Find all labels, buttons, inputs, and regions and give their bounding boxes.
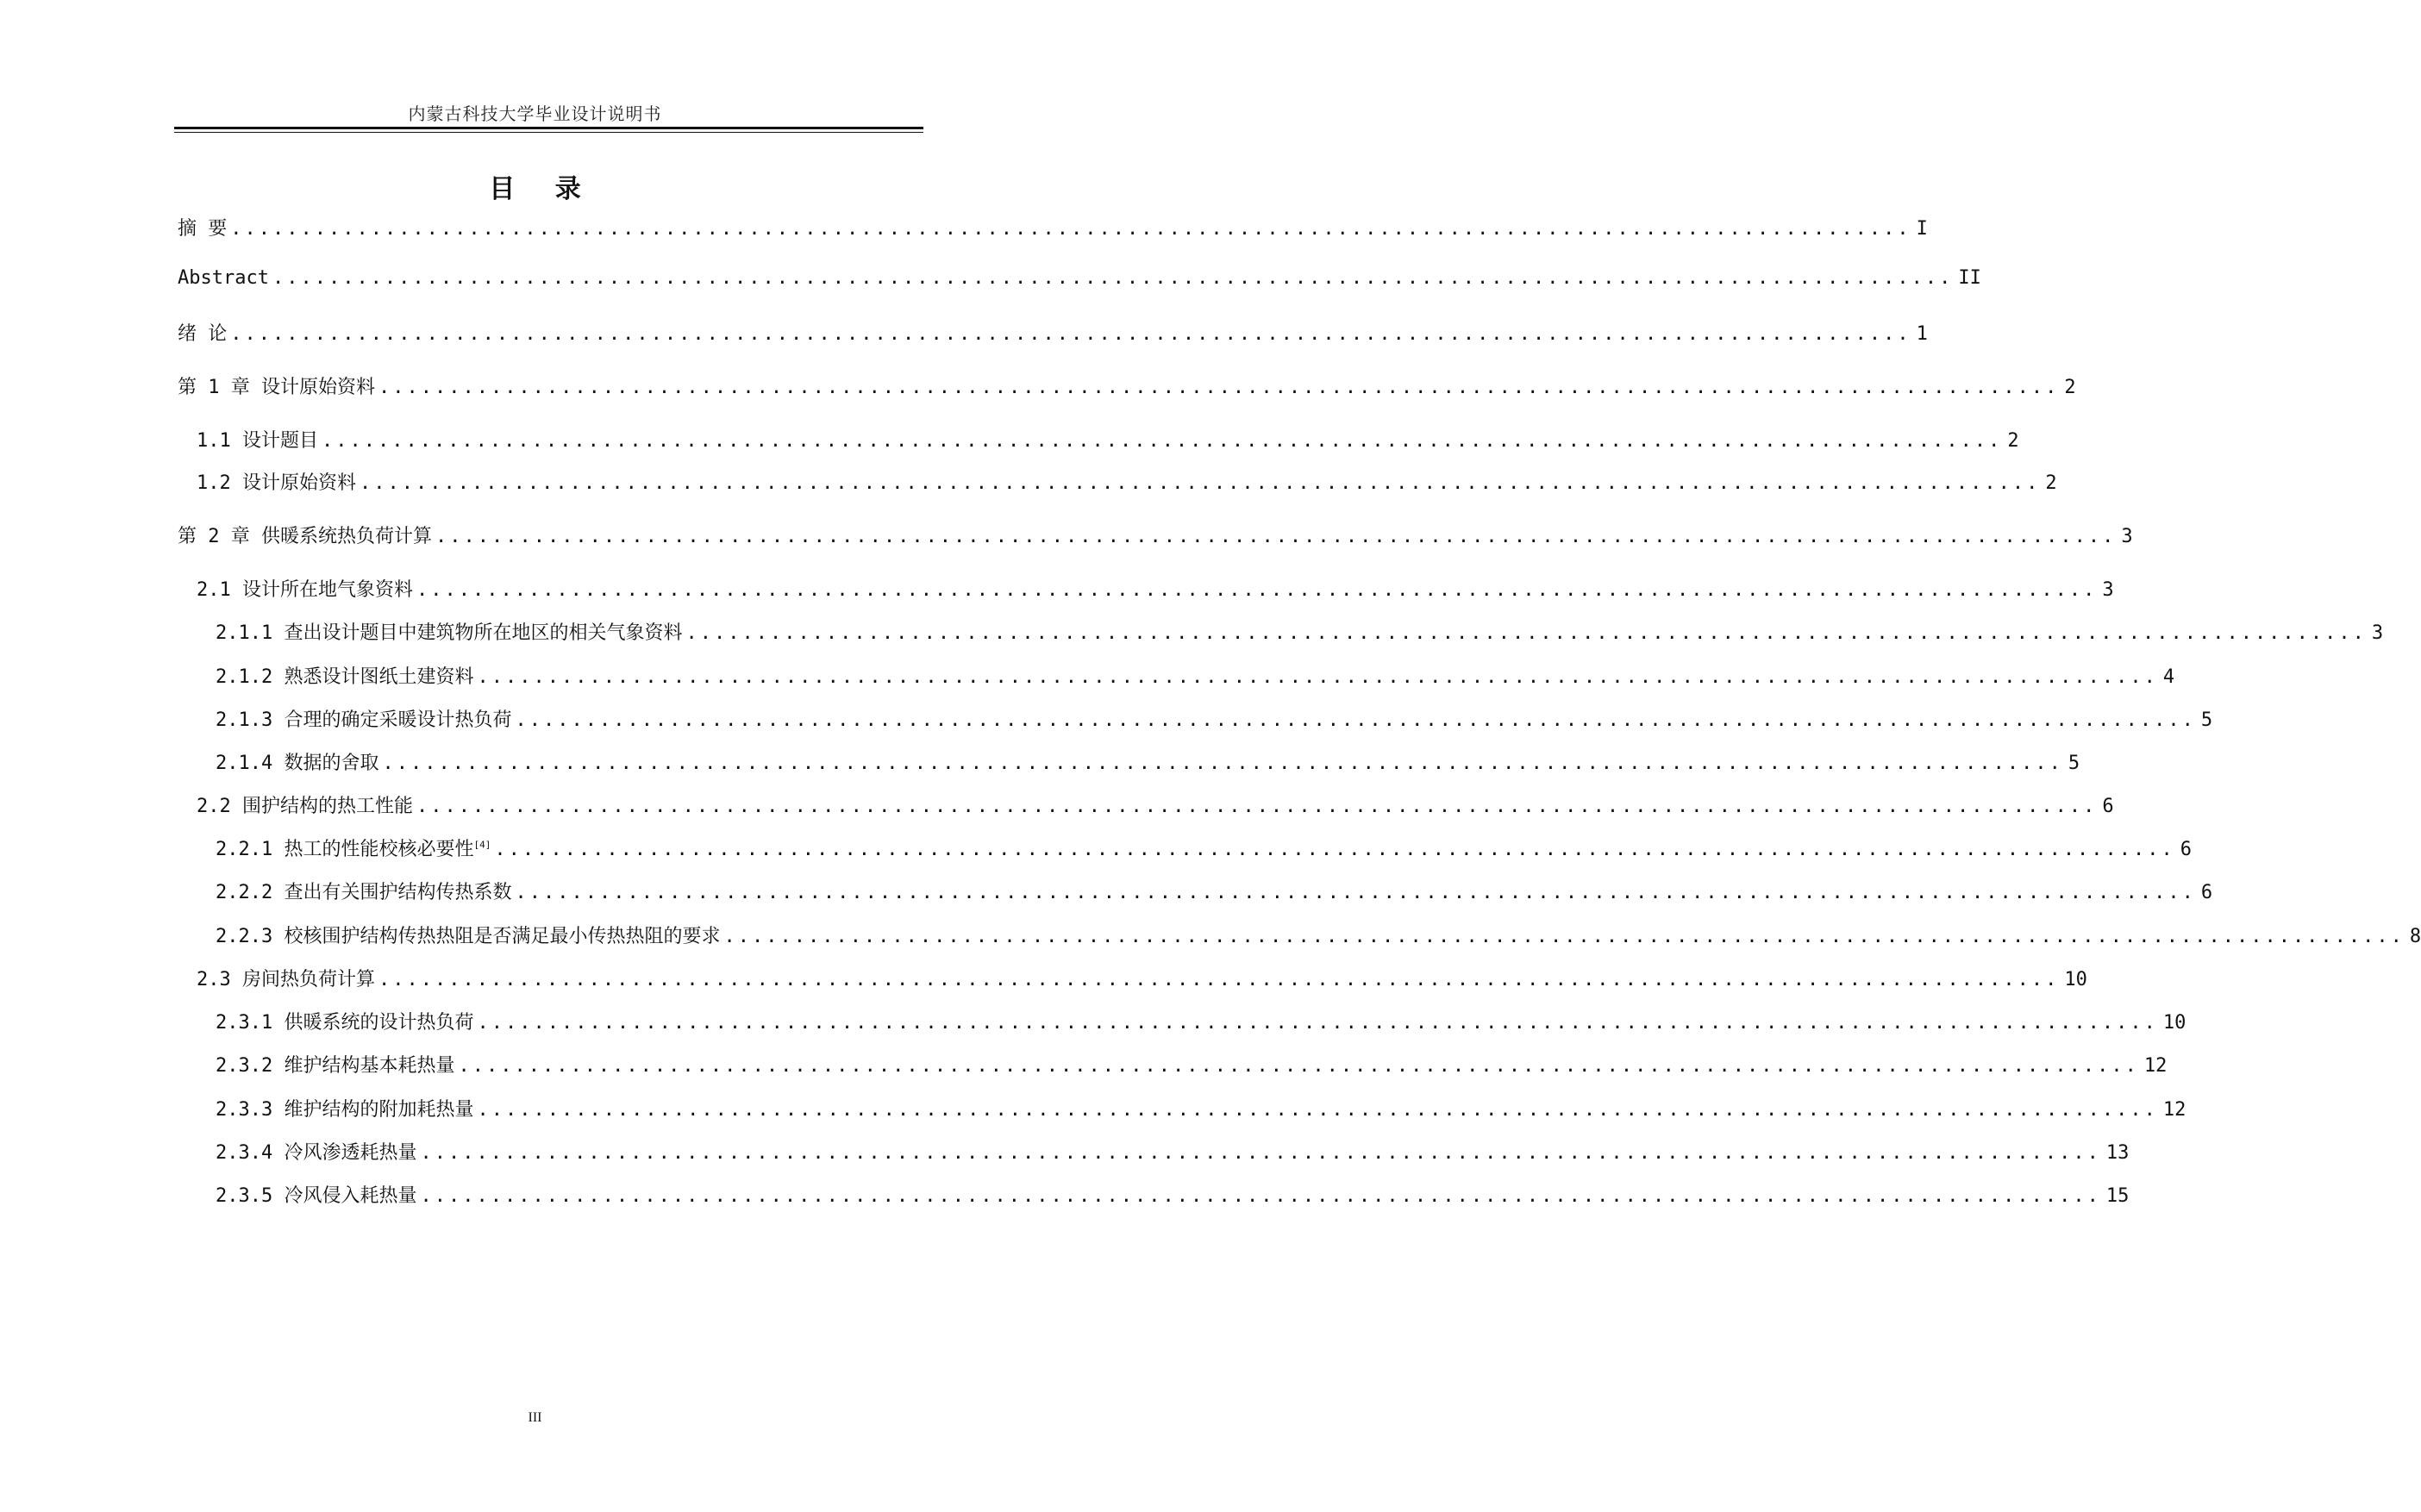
toc-entry-label-text: 2.1.1 查出设计题目中建筑物所在地区的相关气象资料: [216, 622, 683, 644]
toc-entry[interactable]: [178, 319, 1928, 347]
toc-entry-label: [216, 1051, 454, 1078]
toc-leader-dots: ........................................................................................................................: [416, 579, 2098, 601]
toc-leader-dots: ........................................................................................................................: [382, 753, 2063, 774]
toc-entry-page: 2: [2064, 377, 2076, 398]
toc-entry-label-text: 2.3.2 维护结构基本耗热量: [216, 1055, 455, 1077]
toc-entry-page: 13: [2105, 1142, 2130, 1164]
toc-leader-dots: ........................................................................................................................: [359, 472, 2041, 494]
toc-leader-dots: ........................................................................................................................: [477, 666, 2158, 688]
toc-entry-label: [197, 575, 413, 602]
toc-leader-dots: ........................................................................................................................: [420, 1142, 2101, 1164]
toc-entry-label: [216, 1008, 473, 1034]
toc-leader-dots: ........................................................................................................................: [230, 323, 1911, 345]
toc-entry-label-text: 1.1 设计题目: [197, 430, 318, 452]
toc-entry-label: [178, 372, 375, 399]
toc-entry-label-text: 绪 论: [178, 323, 228, 345]
toc-entry-label-text: 2.2.3 校核围护结构传热热阻是否满足最小传热热阻的要求: [216, 926, 721, 947]
toc-leader-dots: ........................................................................................................................: [321, 430, 2003, 452]
toc-leader-dots: ........................................................................................................................: [515, 709, 2196, 731]
toc-entry-label-text: 2.2.1 热工的性能校核必要性: [216, 839, 474, 860]
toc-entry[interactable]: [197, 426, 2019, 453]
toc-entry-label-text: 2.3.5 冷风侵入耗热量: [216, 1185, 417, 1207]
toc-title: 目 录: [489, 174, 597, 204]
toc-entry-label-text: 2.3.3 维护结构的附加耗热量: [216, 1099, 474, 1121]
toc-entry[interactable]: [216, 1181, 2130, 1209]
toc-leader-dots: ........................................................................................................................: [685, 622, 2367, 644]
toc-entry-label-text: 摘 要: [178, 218, 228, 240]
toc-leader-dots: ........................................................................................................................: [378, 969, 2060, 990]
toc-entry-label: [178, 267, 269, 289]
toc-entry[interactable]: [216, 662, 2175, 690]
toc-entry[interactable]: [216, 618, 2384, 646]
toc-entry-page: 6: [2102, 796, 2114, 817]
header-rule-thick: [174, 127, 923, 129]
toc-entry[interactable]: [216, 748, 2080, 776]
toc-leader-dots: ........................................................................................................................: [515, 882, 2196, 903]
toc-leader-dots: ........................................................................................................................: [378, 377, 2060, 398]
toc-entry[interactable]: [216, 1138, 2130, 1165]
toc-leader-dots: ........................................................................................................................: [420, 1185, 2101, 1207]
toc-entry-label: [216, 834, 491, 861]
toc-entry-page: II: [1958, 267, 1981, 289]
toc-entry-page: 5: [2068, 753, 2080, 774]
toc-entry[interactable]: [178, 372, 2076, 400]
toc-leader-dots: ........................................................................................................................: [458, 1055, 2139, 1077]
toc-entry-label-text: 2.3 房间热负荷计算: [197, 969, 375, 990]
toc-entry[interactable]: [197, 791, 2114, 819]
toc-entry-page: 3: [2102, 579, 2114, 601]
toc-entry-label: [216, 618, 682, 645]
citation-superscript: [4]: [473, 839, 491, 851]
toc-entry-page: 3: [2121, 526, 2133, 547]
toc-entry[interactable]: [197, 965, 2087, 992]
toc-entry-label: [216, 1181, 416, 1208]
toc-entry-label: [178, 319, 227, 346]
page-number: III: [528, 1410, 542, 1425]
toc-leader-dots: ........................................................................................................................: [494, 839, 2175, 860]
toc-entry-page: 10: [2064, 969, 2087, 990]
toc-entry-label: [178, 522, 432, 548]
toc-entry[interactable]: [216, 705, 2213, 733]
toc-entry-label-text: 2.2.2 查出有关围护结构传热系数: [216, 882, 512, 903]
toc-leader-dots: ........................................................................................................................: [435, 526, 2117, 547]
toc-entry[interactable]: [216, 1095, 2186, 1122]
toc-entry[interactable]: [216, 878, 2213, 905]
toc-entry-label: [216, 922, 720, 948]
toc-entry[interactable]: [197, 575, 2114, 603]
toc-leader-dots: ........................................................................................................................: [477, 1012, 2158, 1034]
toc-entry-label: [216, 748, 378, 775]
toc-leader-dots: ........................................................................................................................: [477, 1099, 2158, 1121]
toc-entry[interactable]: [178, 214, 1928, 241]
toc-entry-label-text: 2.3.1 供暖系统的设计热负荷: [216, 1012, 474, 1034]
toc-entry-page: I: [1916, 218, 1928, 240]
toc-entry-label-text: 2.2 围护结构的热工性能: [197, 796, 413, 817]
toc-entry-page: 4: [2162, 666, 2175, 688]
toc-entry-label-text: Abstract: [178, 267, 269, 289]
toc-leader-dots: ........................................................................................................................: [416, 796, 2098, 817]
toc-entry-label: [216, 662, 473, 689]
toc-entry-page: 2: [2007, 430, 2019, 452]
toc-entry-label: [197, 965, 375, 991]
toc-leader-dots: ........................................................................................................................: [272, 267, 1954, 289]
toc-entry[interactable]: [216, 834, 2193, 862]
toc-entry-label-text: 2.1.3 合理的确定采暖设计热负荷: [216, 709, 512, 731]
toc-entry-page: 6: [2180, 839, 2193, 860]
toc-entry-label-text: 2.1.2 熟悉设计图纸土建资料: [216, 666, 474, 688]
toc-entry-page: 5: [2200, 709, 2213, 731]
toc-entry-page: 3: [2371, 622, 2384, 644]
toc-entry-label: [197, 426, 318, 453]
toc-entry-label: [216, 705, 511, 732]
toc-entry-page: 12: [2162, 1099, 2186, 1121]
toc-entry-label: [178, 214, 227, 241]
toc-entry-label: [216, 1095, 473, 1122]
toc-entry[interactable]: [216, 922, 2421, 949]
toc-entry[interactable]: [216, 1008, 2186, 1035]
toc-entry-label: [216, 1138, 416, 1165]
toc-entry-label-text: 2.3.4 冷风渗透耗热量: [216, 1142, 417, 1164]
toc-entry-label-text: 2.1 设计所在地气象资料: [197, 579, 413, 601]
toc-entry-page: 12: [2143, 1055, 2168, 1077]
toc-entry[interactable]: [178, 267, 1981, 295]
toc-entry-label: [216, 878, 511, 904]
toc-entry-label-text: 1.2 设计原始资料: [197, 472, 356, 494]
toc-entry-page: 1: [1916, 323, 1928, 345]
toc-entry-page: 8: [2409, 926, 2421, 947]
toc-leader-dots: ........................................................................................................................: [230, 218, 1911, 240]
header-title: 内蒙古科技大学毕业设计说明书: [408, 103, 662, 124]
toc-entry[interactable]: [216, 1051, 2168, 1078]
toc-entry-page: 15: [2105, 1185, 2130, 1207]
toc-leader-dots: ........................................................................................................................: [723, 926, 2405, 947]
toc-entry-page: 2: [2045, 472, 2057, 494]
toc-entry-label-text: 第 1 章 设计原始资料: [178, 377, 375, 398]
toc-entry[interactable]: [178, 522, 2133, 549]
toc-entry-label-text: 2.1.4 数据的舍取: [216, 753, 379, 774]
toc-entry[interactable]: [197, 468, 2057, 496]
toc-entry-label: [197, 791, 413, 818]
toc-entry-label: [197, 468, 356, 495]
toc-entry-page: 10: [2162, 1012, 2186, 1034]
toc-entry-page: 6: [2200, 882, 2213, 903]
header-rule-thin: [174, 132, 923, 133]
toc-entry-label-text: 第 2 章 供暖系统热负荷计算: [178, 526, 432, 547]
